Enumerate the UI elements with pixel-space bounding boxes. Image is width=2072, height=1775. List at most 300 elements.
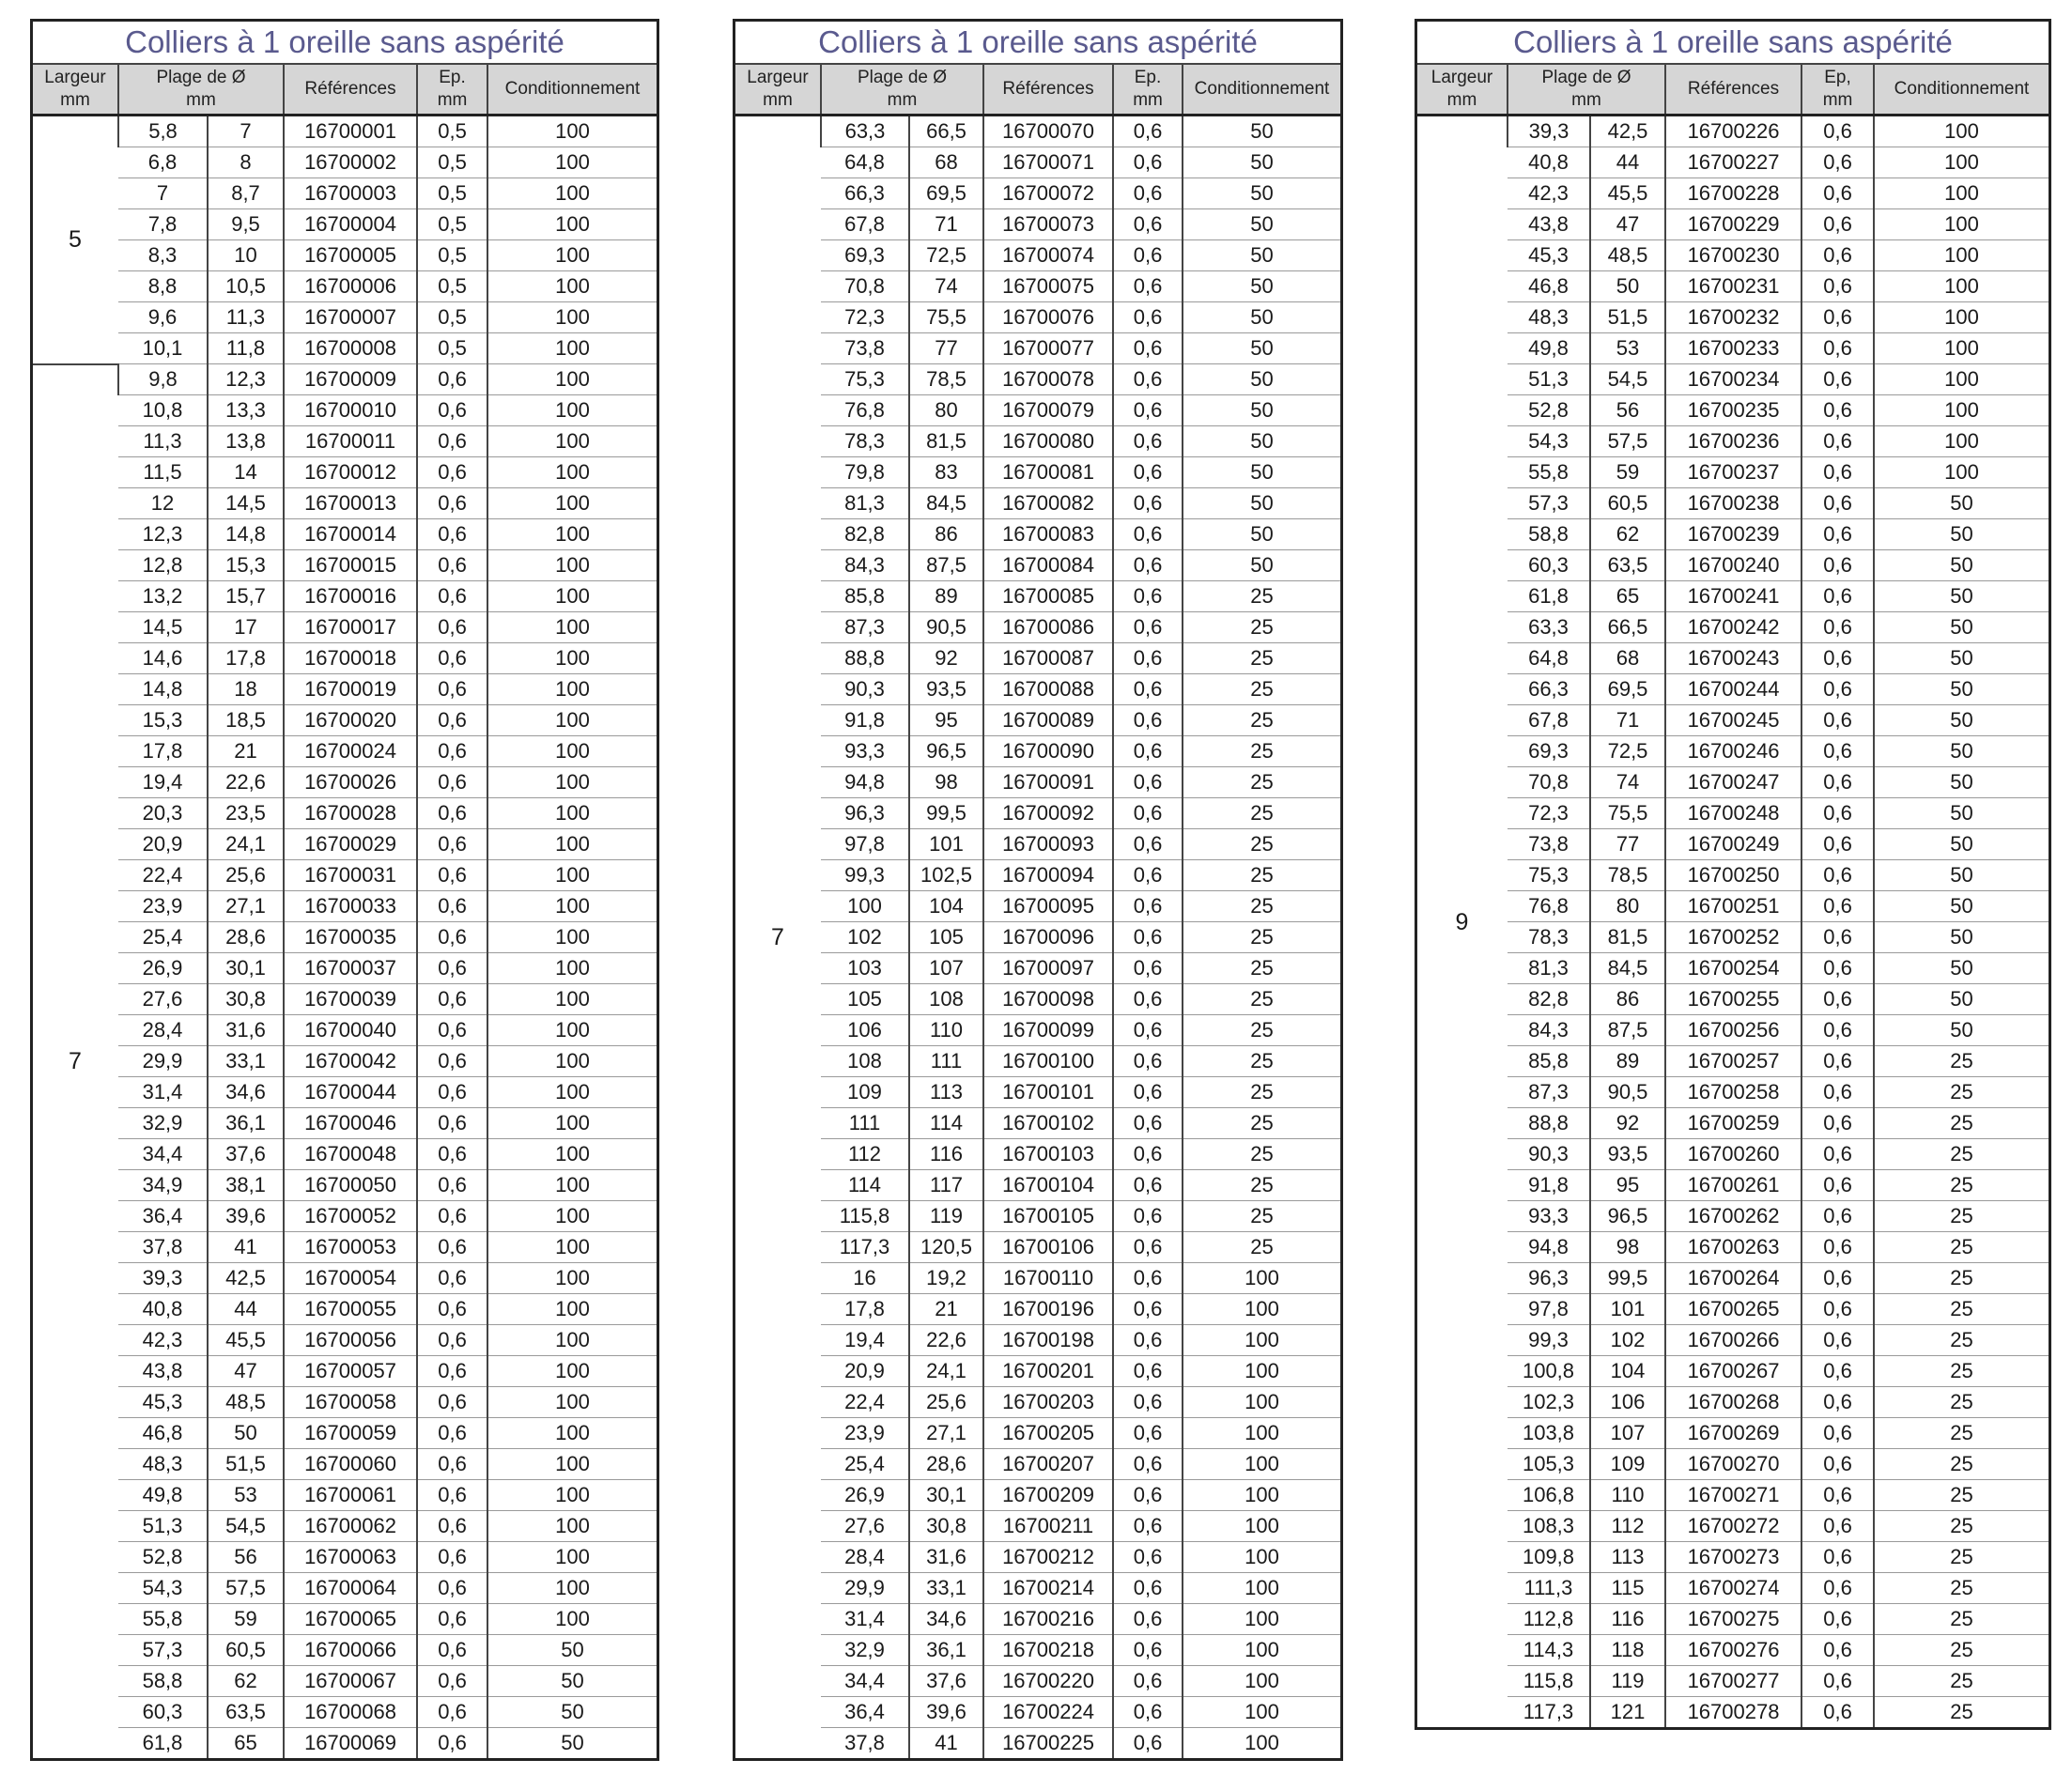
range-min-cell: 60,3 — [1508, 550, 1590, 581]
range-max-cell: 121 — [1590, 1697, 1665, 1728]
thickness-cell: 0,6 — [417, 1046, 487, 1077]
range-max-cell: 89 — [1590, 1046, 1665, 1077]
range-min-cell: 78,3 — [1508, 922, 1590, 953]
thickness-cell: 0,6 — [1801, 240, 1874, 271]
packaging-cell: 50 — [1874, 488, 2049, 519]
reference-cell: 16700203 — [983, 1387, 1113, 1418]
thickness-cell: 0,6 — [1113, 426, 1183, 457]
thickness-cell: 0,6 — [1801, 1170, 1874, 1201]
packaging-cell: 50 — [1874, 736, 2049, 767]
thickness-cell: 0,6 — [417, 891, 487, 922]
range-min-cell: 14,6 — [118, 643, 208, 674]
reference-cell: 16700091 — [983, 767, 1113, 798]
table-row — [33, 240, 657, 271]
thickness-cell: 0,6 — [1801, 1263, 1874, 1294]
packaging-cell: 100 — [487, 395, 657, 426]
range-min-cell: 85,8 — [1508, 1046, 1590, 1077]
reference-cell: 16700224 — [983, 1697, 1113, 1728]
reference-cell: 16700271 — [1665, 1480, 1801, 1511]
range-min-cell: 43,8 — [1508, 209, 1590, 240]
range-min-cell: 76,8 — [1508, 891, 1590, 922]
packaging-cell: 50 — [487, 1635, 657, 1666]
table-body — [735, 116, 1340, 1759]
packaging-cell: 50 — [487, 1728, 657, 1759]
range-max-cell: 18,5 — [208, 705, 284, 736]
thickness-cell: 0,6 — [417, 674, 487, 705]
range-min-cell: 99,3 — [1508, 1325, 1590, 1356]
packaging-cell: 100 — [487, 1170, 657, 1201]
table-row — [1417, 643, 2049, 674]
largeur-cell: 7 — [771, 924, 784, 950]
reference-cell: 16700039 — [284, 984, 417, 1015]
packaging-cell: 25 — [1183, 1232, 1340, 1263]
range-min-cell: 84,3 — [1508, 1015, 1590, 1046]
table-row — [735, 891, 1340, 922]
reference-cell: 16700105 — [983, 1201, 1113, 1232]
range-min-cell: 91,8 — [821, 705, 909, 736]
range-max-cell: 14 — [208, 457, 284, 488]
table-row — [1417, 1325, 2049, 1356]
range-min-cell: 73,8 — [1508, 829, 1590, 860]
table-row — [735, 364, 1340, 395]
range-min-cell: 36,4 — [821, 1697, 909, 1728]
thickness-cell: 0,6 — [1801, 1480, 1874, 1511]
thickness-cell: 0,5 — [417, 209, 487, 240]
thickness-cell: 0,6 — [1113, 891, 1183, 922]
range-max-cell: 39,6 — [208, 1201, 284, 1232]
table-row — [1417, 922, 2049, 953]
range-min-cell: 54,3 — [118, 1573, 208, 1604]
reference-cell: 16700012 — [284, 457, 417, 488]
packaging-cell: 25 — [1874, 1480, 2049, 1511]
range-min-cell: 48,3 — [1508, 302, 1590, 333]
reference-cell: 16700067 — [284, 1666, 417, 1697]
range-max-cell: 109 — [1590, 1449, 1665, 1480]
range-min-cell: 34,9 — [118, 1170, 208, 1201]
packaging-cell: 100 — [1874, 147, 2049, 178]
range-min-cell: 16 — [821, 1263, 909, 1294]
range-max-cell: 65 — [1590, 581, 1665, 612]
thickness-cell: 0,6 — [1113, 147, 1183, 178]
reference-cell: 16700088 — [983, 674, 1113, 705]
range-max-cell: 45,5 — [208, 1325, 284, 1356]
range-max-cell: 28,6 — [909, 1449, 983, 1480]
range-min-cell: 46,8 — [1508, 271, 1590, 302]
table-row — [33, 1573, 657, 1604]
packaging-cell: 100 — [487, 1480, 657, 1511]
packaging-cell: 50 — [1874, 705, 2049, 736]
reference-cell: 16700268 — [1665, 1387, 1801, 1418]
table-row — [735, 1666, 1340, 1697]
reference-cell: 16700098 — [983, 984, 1113, 1015]
reference-cell: 16700110 — [983, 1263, 1113, 1294]
range-max-cell: 83 — [909, 457, 983, 488]
table-row — [33, 364, 657, 395]
table-row — [1417, 395, 2049, 426]
packaging-cell: 25 — [1874, 1294, 2049, 1325]
table-panel-3 — [1415, 19, 2051, 1730]
range-min-cell: 20,9 — [821, 1356, 909, 1387]
reference-cell: 16700035 — [284, 922, 417, 953]
packaging-cell: 50 — [1874, 674, 2049, 705]
range-min-cell: 84,3 — [821, 550, 909, 581]
reference-cell: 16700220 — [983, 1666, 1113, 1697]
thickness-cell: 0,6 — [417, 953, 487, 984]
table-row — [1417, 1046, 2049, 1077]
range-max-cell: 17,8 — [208, 643, 284, 674]
range-max-cell: 62 — [1590, 519, 1665, 550]
range-min-cell: 29,9 — [821, 1573, 909, 1604]
range-min-cell: 45,3 — [118, 1387, 208, 1418]
table-row — [1417, 1573, 2049, 1604]
table-row — [33, 302, 657, 333]
thickness-cell: 0,6 — [417, 1232, 487, 1263]
table-row — [33, 333, 657, 364]
reference-cell: 16700031 — [284, 860, 417, 891]
range-max-cell: 50 — [208, 1418, 284, 1449]
packaging-cell: 50 — [1874, 550, 2049, 581]
range-min-cell: 46,8 — [118, 1418, 208, 1449]
range-max-cell: 31,6 — [909, 1542, 983, 1573]
table-row — [1417, 1480, 2049, 1511]
reference-cell: 16700028 — [284, 798, 417, 829]
packaging-cell: 25 — [1183, 829, 1340, 860]
thickness-cell: 0,6 — [1801, 1108, 1874, 1139]
thickness-cell: 0,6 — [1113, 209, 1183, 240]
packaging-cell: 50 — [1874, 767, 2049, 798]
thickness-cell: 0,6 — [1801, 1015, 1874, 1046]
header-largeur: Largeur mm — [33, 65, 118, 116]
table-row — [735, 1077, 1340, 1108]
thickness-cell: 0,6 — [1801, 1511, 1874, 1542]
header-largeur: Largeur mm — [1417, 65, 1508, 116]
reference-cell: 16700058 — [284, 1387, 417, 1418]
range-min-cell: 9,8 — [118, 364, 208, 395]
table-row — [735, 1697, 1340, 1728]
range-min-cell: 42,3 — [118, 1325, 208, 1356]
reference-cell: 16700263 — [1665, 1232, 1801, 1263]
range-min-cell: 14,5 — [118, 612, 208, 643]
reference-cell: 16700101 — [983, 1077, 1113, 1108]
packaging-cell: 100 — [487, 457, 657, 488]
reference-cell: 16700250 — [1665, 860, 1801, 891]
table-row — [33, 426, 657, 457]
packaging-cell: 25 — [1183, 1139, 1340, 1170]
packaging-cell: 100 — [487, 767, 657, 798]
range-max-cell: 95 — [1590, 1170, 1665, 1201]
thickness-cell: 0,6 — [417, 457, 487, 488]
thickness-cell: 0,6 — [1113, 457, 1183, 488]
range-min-cell: 102,3 — [1508, 1387, 1590, 1418]
reference-cell: 16700267 — [1665, 1356, 1801, 1387]
range-min-cell: 87,3 — [1508, 1077, 1590, 1108]
range-min-cell: 88,8 — [1508, 1108, 1590, 1139]
packaging-cell: 100 — [1183, 1418, 1340, 1449]
table-row — [33, 271, 657, 302]
table-row — [33, 860, 657, 891]
reference-cell: 16700065 — [284, 1604, 417, 1635]
packaging-cell: 100 — [1874, 395, 2049, 426]
range-min-cell: 70,8 — [821, 271, 909, 302]
table-row — [33, 1666, 657, 1697]
header-references: Références — [983, 65, 1113, 116]
thickness-cell: 0,6 — [417, 426, 487, 457]
range-min-cell: 117,3 — [1523, 1700, 1574, 1723]
table-row — [33, 581, 657, 612]
packaging-cell: 100 — [487, 488, 657, 519]
range-max-cell: 95 — [909, 705, 983, 736]
range-max-cell: 78,5 — [1590, 860, 1665, 891]
table-title: Colliers à 1 oreille sans aspérité — [33, 22, 657, 65]
range-min-cell: 109,8 — [1508, 1542, 1590, 1573]
range-min-cell: 45,3 — [1508, 240, 1590, 271]
thickness-cell: 0,6 — [417, 829, 487, 860]
reference-cell: 16700205 — [983, 1418, 1113, 1449]
packaging-cell: 50 — [1183, 116, 1340, 147]
range-max-cell: 37,6 — [909, 1666, 983, 1697]
reference-cell: 16700214 — [983, 1573, 1113, 1604]
thickness-cell: 0,6 — [1801, 1449, 1874, 1480]
header-ep: Ep, mm — [1801, 65, 1874, 116]
packaging-cell: 25 — [1183, 922, 1340, 953]
thickness-cell: 0,6 — [1801, 116, 1874, 147]
packaging-cell: 50 — [1874, 984, 2049, 1015]
range-max-cell: 48,5 — [208, 1387, 284, 1418]
range-min-cell: 103 — [821, 953, 909, 984]
range-min-cell: 88,8 — [821, 643, 909, 674]
thickness-cell: 0,6 — [417, 1263, 487, 1294]
table-row — [33, 1604, 657, 1635]
range-max-cell: 74 — [909, 271, 983, 302]
table-row — [33, 1232, 657, 1263]
thickness-cell: 0,6 — [1113, 1263, 1183, 1294]
range-min-cell: 69,3 — [1508, 736, 1590, 767]
table-row — [33, 1325, 657, 1356]
packaging-cell: 100 — [487, 1418, 657, 1449]
table-row — [1417, 1542, 2049, 1573]
reference-cell: 16700198 — [983, 1325, 1113, 1356]
thickness-cell: 0,6 — [1801, 426, 1874, 457]
range-min-cell: 34,4 — [821, 1666, 909, 1697]
range-min-cell: 87,3 — [821, 612, 909, 643]
thickness-cell: 0,6 — [1801, 1542, 1874, 1573]
table-row — [1417, 736, 2049, 767]
table-row — [33, 550, 657, 581]
thickness-cell: 0,6 — [1801, 209, 1874, 240]
packaging-cell: 25 — [1874, 1635, 2049, 1666]
range-min-cell: 106 — [821, 1015, 909, 1046]
table-row — [735, 488, 1340, 519]
thickness-cell: 0,6 — [1113, 705, 1183, 736]
range-max-cell: 8 — [208, 147, 284, 178]
table-row — [735, 550, 1340, 581]
thickness-cell: 0,6 — [1113, 395, 1183, 426]
thickness-cell: 0,6 — [1113, 364, 1183, 395]
thickness-cell: 0,6 — [1113, 271, 1183, 302]
table-row — [33, 1046, 657, 1077]
range-max-cell: 19,2 — [909, 1263, 983, 1294]
range-max-cell: 33,1 — [909, 1573, 983, 1604]
thickness-cell: 0,6 — [1113, 1356, 1183, 1387]
table-row — [735, 705, 1340, 736]
packaging-cell: 100 — [487, 829, 657, 860]
range-max-cell: 99,5 — [1590, 1263, 1665, 1294]
packaging-cell: 100 — [487, 798, 657, 829]
table-row — [33, 736, 657, 767]
thickness-cell: 0,6 — [1113, 116, 1183, 147]
range-max-cell: 69,5 — [909, 178, 983, 209]
table-row — [735, 1046, 1340, 1077]
packaging-cell: 100 — [1874, 116, 2049, 147]
packaging-cell: 25 — [1874, 1449, 2049, 1480]
reference-cell: 16700086 — [983, 612, 1113, 643]
reference-cell: 16700238 — [1665, 488, 1801, 519]
reference-cell: 16700103 — [983, 1139, 1113, 1170]
table-row — [735, 1201, 1340, 1232]
range-max-cell: 81,5 — [909, 426, 983, 457]
range-max-cell: 106 — [1590, 1387, 1665, 1418]
thickness-cell: 0,6 — [1113, 1015, 1183, 1046]
table-row — [33, 457, 657, 488]
packaging-cell: 50 — [1183, 240, 1340, 271]
range-max-cell: 8,7 — [208, 178, 284, 209]
header-plage: Plage de Ø mm — [118, 65, 284, 116]
thickness-cell: 0,6 — [1801, 1201, 1874, 1232]
packaging-cell: 100 — [487, 1139, 657, 1170]
range-max-cell: 10 — [208, 240, 284, 271]
reference-cell: 16700273 — [1665, 1542, 1801, 1573]
reference-cell: 16700207 — [983, 1449, 1113, 1480]
table-row — [1417, 550, 2049, 581]
range-min-cell: 14,8 — [118, 674, 208, 705]
table-body — [1417, 116, 2049, 1728]
range-max-cell: 117 — [909, 1170, 983, 1201]
clamp-table — [33, 65, 657, 1758]
range-max-cell: 15,7 — [208, 581, 284, 612]
table-row — [1417, 860, 2049, 891]
range-max-cell: 56 — [1590, 395, 1665, 426]
packaging-cell: 100 — [1183, 1263, 1340, 1294]
packaging-cell: 100 — [487, 1015, 657, 1046]
reference-cell: 16700230 — [1665, 240, 1801, 271]
range-min-cell: 97,8 — [1508, 1294, 1590, 1325]
packaging-cell: 100 — [487, 1046, 657, 1077]
packaging-cell: 100 — [487, 1511, 657, 1542]
range-max-cell: 102,5 — [909, 860, 983, 891]
reference-cell: 16700258 — [1665, 1077, 1801, 1108]
reference-cell: 16700228 — [1665, 178, 1801, 209]
range-min-cell: 72,3 — [1508, 798, 1590, 829]
reference-cell: 16700102 — [983, 1108, 1113, 1139]
packaging-cell: 100 — [1183, 1480, 1340, 1511]
reference-cell: 16700095 — [983, 891, 1113, 922]
header-row — [33, 65, 657, 116]
thickness-cell: 0,6 — [1113, 829, 1183, 860]
reference-cell: 16700240 — [1665, 550, 1801, 581]
largeur-cell: 9 — [1455, 908, 1469, 935]
thickness-cell: 0,6 — [417, 395, 487, 426]
range-min-cell: 25,4 — [118, 922, 208, 953]
reference-cell: 16700020 — [284, 705, 417, 736]
thickness-cell: 0,5 — [417, 302, 487, 333]
range-max-cell: 50 — [1590, 271, 1665, 302]
range-max-cell: 12,3 — [208, 364, 284, 395]
table-row — [735, 1387, 1340, 1418]
reference-cell: 16700237 — [1665, 457, 1801, 488]
thickness-cell: 0,6 — [1801, 705, 1874, 736]
range-min-cell: 66,3 — [1508, 674, 1590, 705]
range-max-cell: 72,5 — [1590, 736, 1665, 767]
header-references: Références — [1665, 65, 1801, 116]
thickness-cell: 0,6 — [1801, 798, 1874, 829]
reference-cell: 16700054 — [284, 1263, 417, 1294]
range-max-cell: 14,5 — [208, 488, 284, 519]
reference-cell: 16700201 — [983, 1356, 1113, 1387]
packaging-cell: 25 — [1874, 1542, 2049, 1573]
range-min-cell: 37,8 — [118, 1232, 208, 1263]
reference-cell: 16700083 — [983, 519, 1113, 550]
range-min-cell: 81,3 — [821, 488, 909, 519]
table-title: Colliers à 1 oreille sans aspérité — [1417, 22, 2049, 65]
reference-cell: 16700094 — [983, 860, 1113, 891]
table-row — [735, 1263, 1340, 1294]
range-min-cell: 112 — [821, 1139, 909, 1170]
range-min-cell: 66,3 — [821, 178, 909, 209]
reference-cell: 16700064 — [284, 1573, 417, 1604]
thickness-cell: 0,6 — [1801, 302, 1874, 333]
table-row — [1417, 147, 2049, 178]
packaging-cell: 100 — [487, 209, 657, 240]
table-row — [1417, 178, 2049, 209]
reference-cell: 16700239 — [1665, 519, 1801, 550]
table-row — [1417, 426, 2049, 457]
table-row — [1417, 705, 2049, 736]
table-row — [1417, 798, 2049, 829]
range-min-cell: 57,3 — [1508, 488, 1590, 519]
range-min-cell: 90,3 — [1508, 1139, 1590, 1170]
range-max-cell: 25,6 — [909, 1387, 983, 1418]
reference-cell: 16700072 — [983, 178, 1113, 209]
reference-cell: 16700104 — [983, 1170, 1113, 1201]
reference-cell: 16700069 — [284, 1728, 417, 1759]
packaging-cell: 100 — [487, 1201, 657, 1232]
packaging-cell: 25 — [1183, 891, 1340, 922]
packaging-cell: 50 — [1183, 147, 1340, 178]
reference-cell: 16700068 — [284, 1697, 417, 1728]
range-min-cell: 39,3 — [1508, 116, 1590, 147]
table-row — [735, 457, 1340, 488]
thickness-cell: 0,6 — [1113, 1170, 1183, 1201]
thickness-cell: 0,6 — [1113, 302, 1183, 333]
range-max-cell: 63,5 — [208, 1697, 284, 1728]
table-row — [735, 1449, 1340, 1480]
thickness-cell: 0,5 — [417, 271, 487, 302]
reference-cell: 16700079 — [983, 395, 1113, 426]
range-max-cell: 110 — [909, 1015, 983, 1046]
range-max-cell: 107 — [1590, 1418, 1665, 1449]
range-max-cell: 80 — [909, 395, 983, 426]
table-row — [735, 395, 1340, 426]
packaging-cell: 50 — [1183, 333, 1340, 364]
packaging-cell: 100 — [1874, 271, 2049, 302]
thickness-cell: 0,6 — [1113, 1108, 1183, 1139]
table-row — [735, 612, 1340, 643]
thickness-cell: 0,6 — [417, 1015, 487, 1046]
reference-cell: 16700096 — [983, 922, 1113, 953]
packaging-cell: 100 — [487, 581, 657, 612]
thickness-cell: 0,6 — [1801, 147, 1874, 178]
packaging-cell: 100 — [487, 550, 657, 581]
